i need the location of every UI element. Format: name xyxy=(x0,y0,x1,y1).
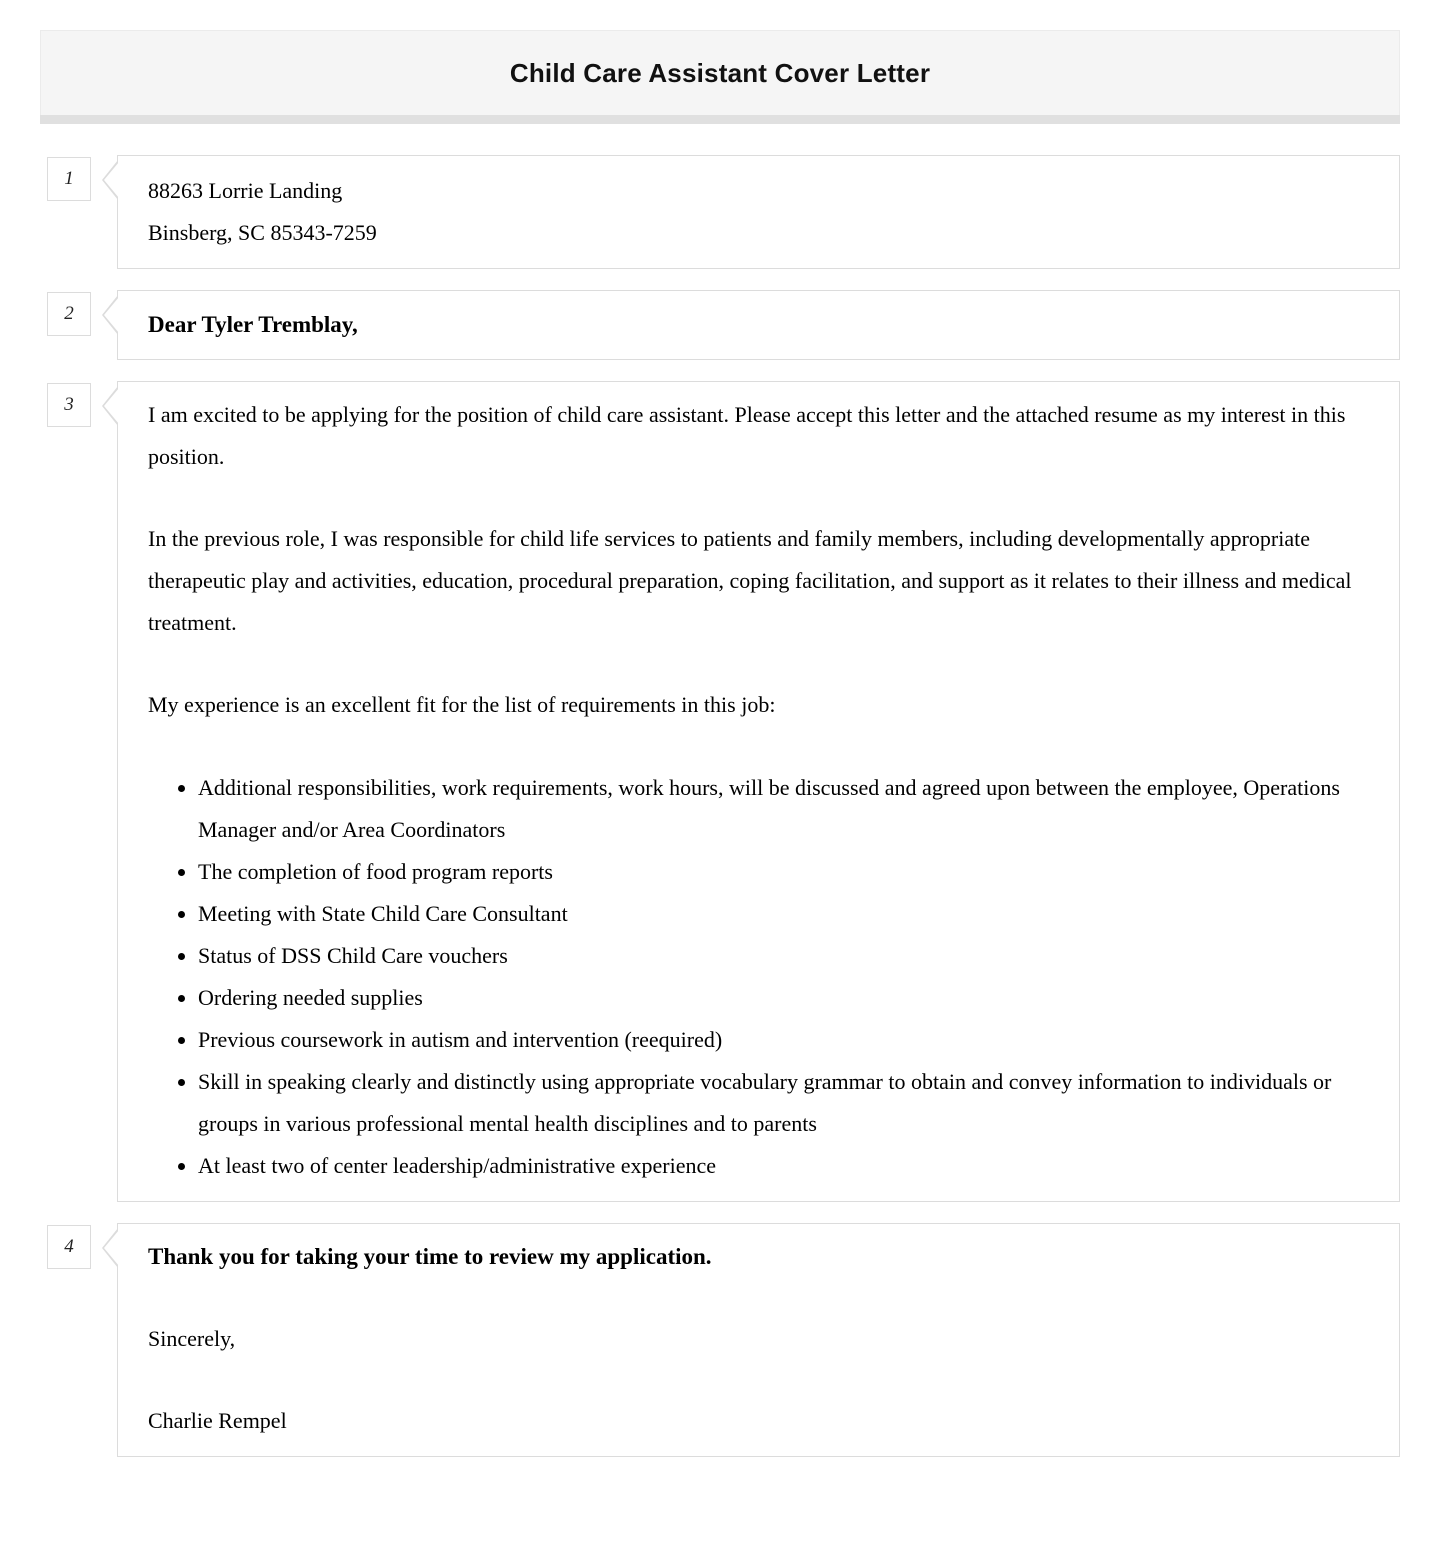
address-box xyxy=(117,155,1400,269)
closing-thanks: Thank you for taking your time to review my application. xyxy=(148,1244,712,1269)
section-4-number-badge: 4 xyxy=(47,1225,91,1269)
section-2-number-badge: 2 xyxy=(47,292,91,336)
section-address xyxy=(47,155,1400,269)
section-closing xyxy=(47,1223,1400,1457)
requirement-item: • Meeting with State Child Care Consultant xyxy=(198,893,1369,935)
section-1-number-badge: 1 xyxy=(47,157,91,201)
address-line-2: Binsberg, SC 85343-7259 xyxy=(148,220,377,245)
closing-signoff: Sincerely, xyxy=(148,1326,236,1351)
requirement-item: • At least two of center leadership/administrative experience xyxy=(198,1145,1369,1187)
salutation-text: Dear Tyler Tremblay, xyxy=(148,312,358,337)
body-paragraph-1: I am excited to be applying for the position of child care assistant. Please accept this letter and the attached resume as my interest in this position. xyxy=(148,402,1346,469)
requirement-item: • The completion of food program reports xyxy=(198,851,1369,893)
body-box xyxy=(117,381,1400,1202)
document-header xyxy=(40,30,1400,124)
body-paragraph-3: My experience is an excellent fit for the list of requirements in this job: xyxy=(148,692,776,717)
header-shadow-strip xyxy=(40,115,1400,124)
requirement-item: • Ordering needed supplies xyxy=(198,977,1369,1019)
salutation-box xyxy=(117,290,1400,360)
requirement-item: • Skill in speaking clearly and distinctly using appropriate vocabulary grammar to obtain and convey information to individuals or groups in various professional mental health disciplines and to parents xyxy=(198,1061,1369,1145)
requirement-item: • Status of DSS Child Care vouchers xyxy=(198,935,1369,977)
header-title-bar xyxy=(40,30,1400,115)
page-title: Child Care Assistant Cover Letter xyxy=(509,57,931,88)
body-paragraph-2: In the previous role, I was responsible for child life services to patients and family members, including developmentally appropriate therapeutic play and activities, education, procedural preparation, coping facilitation, and support as it relates to their illness and medical treatment. xyxy=(148,526,1352,635)
closing-box xyxy=(117,1223,1400,1457)
address-line-1: 88263 Lorrie Landing xyxy=(148,178,343,203)
section-body xyxy=(47,381,1400,1202)
requirements-list xyxy=(148,767,1369,1187)
section-3-number-badge: 3 xyxy=(47,383,91,427)
closing-signature: Charlie Rempel xyxy=(148,1408,287,1433)
section-salutation xyxy=(47,290,1400,360)
requirement-item: • Additional responsibilities, work requirements, work hours, will be discussed and agreed upon between the employee, Operations Manager and/or Area Coordinators xyxy=(198,767,1369,851)
requirement-item: • Previous coursework in autism and intervention (reequired) xyxy=(198,1019,1369,1061)
